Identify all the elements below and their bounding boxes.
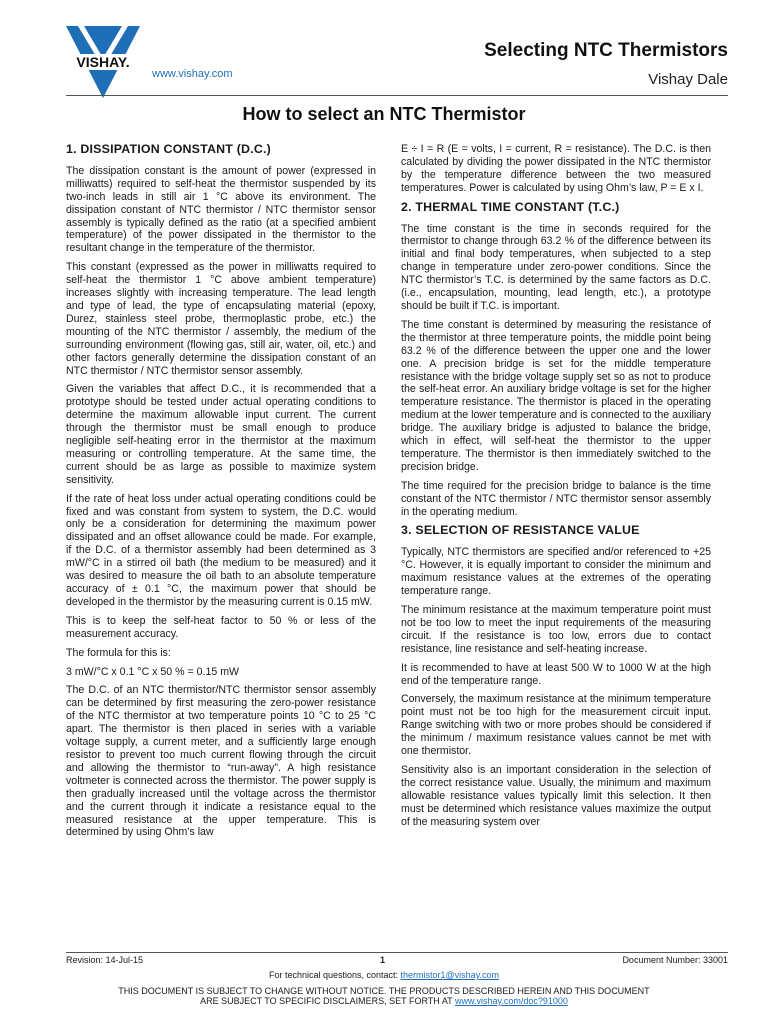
paragraph: The formula for this is: (66, 646, 171, 659)
paragraph: E ÷ I = R (E = volts, I = current, R = resistance). The D.C. is then calculated by dividing the power dissipated in the NTC thermistor by the temperature difference between the two measured temperatures. Power is calculated by using Ohm’s law, P = E x I. (401, 143, 711, 194)
footer-divider (66, 952, 728, 953)
paragraph: The time constant is the time in seconds required for the thermistor to change through 63.2 % of the difference between its initial and final body temperatures, when subjected to a step change in temperature under zero-power conditions. Since the NTC thermistor’s T.C. is determined by the same factors as D.C. (i.e., encapsulation, mounting, lead length, etc.), a prototype should be built if T.C. is important. (401, 222, 711, 312)
disclaimer-line-2 (0, 996, 768, 1006)
right-column (401, 143, 711, 835)
left-column (66, 143, 376, 845)
disclaimer-line-1: THIS DOCUMENT IS SUBJECT TO CHANGE WITHOUT NOTICE. THE PRODUCTS DESCRIBED HEREIN AND THIS DOCUMENT (118, 986, 650, 996)
website-link[interactable]: www.vishay.com (152, 68, 233, 80)
footer-disclaimer (0, 986, 768, 1006)
paragraph: The time constant is determined by measuring the resistance of the thermistor at three temperature points, the middle point being 63.2 % of the difference between the upper one and the lower one. A precision bridge is set for the middle temperature resistance with the bridge voltage supply set so as not to produce the self-heat error. An auxiliary bridge voltage is set for the higher temperature resistance. The thermistor is placed in the operating medium at the lower temperature and is connected to the auxiliary bridge. The auxiliary bridge is adjusted to balance the bridge, which in effect, will self-heat the thermistor to the upper temperature. The thermistor is then immediately switched to the precision bridge. (401, 318, 711, 473)
document-title: Selecting NTC Thermistors (484, 40, 728, 61)
paragraph: Typically, NTC thermistors are specified and/or referenced to +25 °C. However, it is equally important to consider the minimum and maximum resistance values at the extremes of the operating temperature range. (401, 546, 711, 598)
disclaimer-text: ARE SUBJECT TO SPECIFIC DISCLAIMERS, SET FORTH AT (200, 996, 455, 1006)
section-heading-time-constant: 2. THERMAL TIME CONSTANT (T.C.) (401, 199, 620, 214)
paragraph: The time required for the precision bridge to balance is the time constant of the NTC thermistor / NTC thermistor sensor assembly in the operating medium. (401, 479, 711, 518)
disclaimer-link[interactable]: www.vishay.com/doc?91000 (455, 996, 568, 1006)
page-number: 1 (380, 955, 386, 965)
section-heading-dissipation: 1. DISSIPATION CONSTANT (D.C.) (66, 142, 271, 156)
paragraph: The D.C. of an NTC thermistor/NTC thermistor sensor assembly can be determined by first measuring the zero-power resistance of the NTC thermistor at two temperature points 10 °C to 25 °C apart. The thermistor is then placed in series with a variable voltage supply, a current meter, and a sufficiently large enough resistor to prevent too much current flowing through the circuit and allowing the thermistor to “run-away”. A high resistance voltmeter is connected across the thermistor. The power supply is then gradually increased until the voltage across the thermistor and the current through it indicate a resistance equal to the measured resistance at the upper temperature. This is determined by using Ohm’s law (66, 684, 376, 839)
paragraph: The dissipation constant is the amount of power (expressed in milliwatts) required to self-heat the thermistor suspended by its two-inch leads in still air 1 °C above its environment. The dissipation constant of NTC thermistor / NTC thermistor sensor assembly is typically defined as the ratio (at a specified ambient temperature) of the power dissipated in the thermistor to the resultant change in the temperature of the thermistor. (66, 164, 376, 255)
paragraph: Sensitivity also is an important consideration in the selection of the correct resistance value. Usually, the minimum and maximum allowable resistance values typically limit this selection. It then must be determined which resistance values maximize the output of the measuring system over (401, 763, 711, 828)
page-header (0, 0, 768, 100)
header-divider (66, 95, 728, 96)
section-heading-resistance: 3. SELECTION OF RESISTANCE VALUE (401, 523, 640, 538)
document-subtitle: Vishay Dale (648, 71, 728, 88)
formula: 3 mW/°C x 0.1 °C x 50 % = 0.15 mW (66, 665, 240, 678)
paragraph: This is to keep the self-heat factor to 50 % or less of the measurement accuracy. (66, 614, 376, 640)
revision-date: Revision: 14-Jul-15 (66, 955, 144, 965)
document-number: Document Number: 33001 (622, 955, 728, 965)
contact-email-link[interactable]: thermistor1@vishay.com (400, 970, 500, 980)
contact-label: For technical questions, contact: (268, 970, 401, 980)
paragraph: Conversely, the maximum resistance at the minimum temperature point must not be too high for the measurement circuit input. Range switching with two or more probes should be considered if the minimum / maximum resistance values cannot be met with one thermistor. (401, 693, 711, 758)
paragraph: The minimum resistance at the maximum temperature point must not be too low to meet the input requirements of the measuring circuit. If the resistance is too low, errors due to contact resistance, line resistance and self-heating increase. (401, 604, 711, 655)
footer-contact (0, 970, 768, 980)
paragraph: This constant (expressed as the power in milliwatts required to self-heat the thermistor 1 °C above ambient temperature) increases slightly with increasing temperature. The lead length and type of lead, the type of encapsulating material (epoxy, Durez, stainless steel probe, thermoplastic probe, etc.) the mounting of the NTC thermistor / assembly, the medium of the surrounding environment (flowing gas, still air, water, oil, etc.) and other factors generally determine the dissipation constant of an NTC thermistor / NTC thermistor sensor assembly. (66, 261, 376, 377)
paragraph: If the rate of heat loss under actual operating conditions could be fixed and was constant from system to system, the D.C. would only be a consideration for determining the maximum power dissipated and an offset allowance could be made. For example, if the D.C. of a thermistor assembly had been determined as 3 mW/°C in a stirred oil bath (the medium to be measured) and it was desired to measure the oil bath to an absolute temperature accuracy of ± 0.1 °C, the maximum power that should be developed in the thermistor by the measuring current is 0.15 mW. (66, 492, 376, 608)
paragraph: It is recommended to have at least 500 W to 1000 W at the high end of the temperature range. (401, 661, 711, 687)
logo-text: VISHAY. (76, 54, 130, 70)
paragraph: Given the variables that affect D.C., it is recommended that a prototype should be tested under actual operating conditions to determine the maximum allowable input current. The current through the thermistor must be small enough to produce negligible self-heating error in the thermistor at the maximum measuring or controlling temperature. At the same time, the current should be as large as possible to maximize system sensitivity. (66, 383, 376, 486)
page-heading: How to select an NTC Thermistor (242, 104, 526, 124)
vishay-logo (66, 24, 140, 100)
